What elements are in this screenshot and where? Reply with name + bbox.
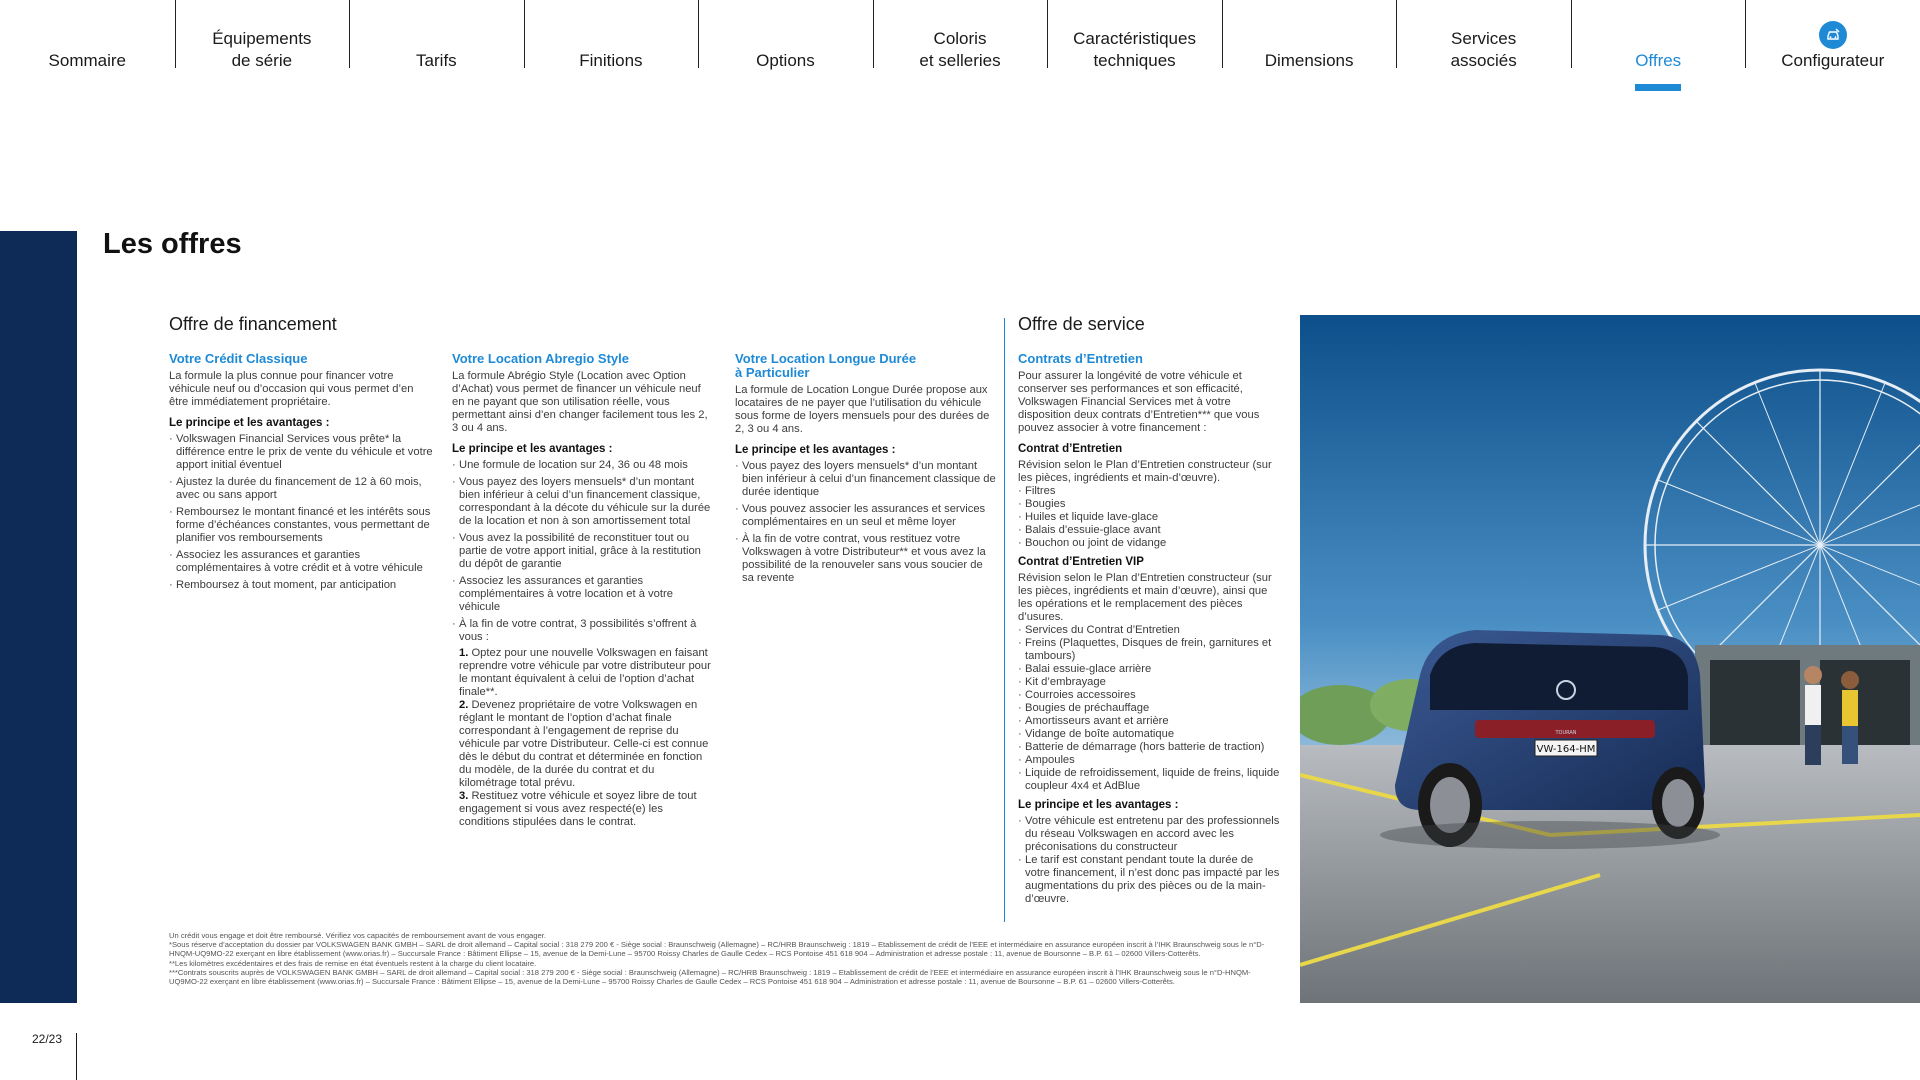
nav-label: Offres bbox=[1635, 51, 1682, 70]
list-item: · Volkswagen Financial Services vous prête* la différence entre le prix de vente du véhicule et votre apport initial éventuel bbox=[169, 433, 434, 472]
list-item: · Une formule de location sur 24, 36 ou 48 mois bbox=[452, 459, 714, 472]
option-number: 2. bbox=[459, 699, 469, 711]
service-title: Contrats d’Entretien bbox=[1018, 351, 1143, 366]
nav-label: Options bbox=[756, 51, 815, 70]
list-item: · Bouchon ou joint de vidange bbox=[1018, 537, 1280, 550]
lld-bullets bbox=[735, 460, 997, 585]
contract-intro: Révision selon le Plan d’Entretien constructeur (sur les pièces, ingrédients et main-d’œuvre). bbox=[1018, 459, 1272, 484]
credit-principle-title: Le principe et les avantages : bbox=[169, 417, 330, 429]
nav-label: Caractéristiques techniques bbox=[1073, 29, 1196, 70]
nav-item-services[interactable] bbox=[1396, 0, 1571, 72]
list-item: · Batterie de démarrage (hors batterie de traction) bbox=[1018, 741, 1280, 754]
abregio-intro: La formule Abrégio Style (Location avec Option d’Achat) vous permet de financer un véhicule neuf en ne payant que son utilisation réelle, vous permettant ainsi d’en changer facilement tous les 2, 3 ou 4 ans. bbox=[452, 370, 708, 434]
list-item: · Le tarif est constant pendant toute la durée de votre financement, il n’est donc pas impacté par les augmentations du prix des pièces ou de la main-d’œuvre. bbox=[1018, 854, 1280, 906]
abregio-option-3 bbox=[459, 790, 714, 829]
option-number: 1. bbox=[459, 647, 469, 659]
credit-intro: La formule la plus connue pour financer votre véhicule neuf ou d’occasion qui vous permet d’en être immédiatement propriétaire. bbox=[169, 370, 414, 408]
service-column bbox=[1018, 313, 1280, 912]
nav-item-finitions[interactable] bbox=[524, 0, 699, 72]
service-intro: Pour assurer la longévité de votre véhicule et conserver ses performances et son efficacité, Volkswagen Financial Services met à votre disposition deux contrats d’Entretien*** que vous pouvez associer à votre financement : bbox=[1018, 370, 1260, 434]
touran-ferris-wheel-illustration bbox=[1300, 315, 1920, 1003]
footnote: ***Contrats souscrits auprès de VOLKSWAGEN BANK GMBH – SARL de droit allemand – Capital social : 318 279 200 € - Siège social : Braunschweig (Allemagne) – RC/HRB Braunschweig : 1819 – Etablissement de crédit de l’EEE et intermédiaire en assurance européen inscrit à l’IHK Braunschweig sous le n°D-HNQM-UQ9MO-22 exerçant en libre établissement (www.orias.fr) – Succursale France : Bâtiment Ellipse – 15, avenue de la Demi-Lune – 95700 Roissy Charles de Gaulle Cedex – RCS Pontoise 451 618 904 – Administration et adresse postale : 11, avenue de Boursonne – B.P. 61 – 02600 Villers-Cotterêts. bbox=[169, 967, 1251, 987]
abregio-bullets bbox=[452, 459, 714, 644]
page-number-divider bbox=[76, 1033, 77, 1080]
list-item: · Balais d’essuie-glace avant bbox=[1018, 524, 1280, 537]
list-item: · À la fin de votre contrat, 3 possibilités s’offrent à vous : bbox=[452, 618, 714, 644]
list-item: · Huiles et liquide lave-glace bbox=[1018, 511, 1280, 524]
list-item: · Votre véhicule est entretenu par des professionnels du réseau Volkswagen en accord avec les préconisations du constructeur bbox=[1018, 815, 1280, 854]
nav-label: Sommaire bbox=[48, 51, 126, 70]
list-item: · Filtres bbox=[1018, 485, 1280, 498]
list-item: · Balai essuie-glace arrière bbox=[1018, 663, 1280, 676]
nav-item-configurateur[interactable] bbox=[1745, 0, 1920, 72]
footnote: **Les kilomètres excédentaires et des frais de remise en état éventuels restent à la charge du client locataire. bbox=[169, 958, 537, 968]
financing-heading: Offre de financement bbox=[169, 314, 337, 334]
legal-footnotes bbox=[169, 931, 1279, 986]
list-item: · Vous pouvez associer les assurances et services complémentaires en un seul et même loyer bbox=[735, 503, 997, 529]
nav-item-options[interactable] bbox=[698, 0, 873, 72]
list-item: · Amortisseurs avant et arrière bbox=[1018, 715, 1280, 728]
list-item: · Ampoules bbox=[1018, 754, 1280, 767]
nav-item-coloris[interactable] bbox=[873, 0, 1048, 72]
list-item: · Services du Contrat d’Entretien bbox=[1018, 624, 1280, 637]
top-navigation bbox=[0, 0, 1920, 92]
nav-item-caracteristiques[interactable] bbox=[1047, 0, 1222, 72]
nav-item-sommaire[interactable] bbox=[0, 0, 175, 72]
footnote: *Sous réserve d’acceptation du dossier par VOLKSWAGEN BANK GMBH – SARL de droit allemand – Capital social : 318 279 200 € - Siège social : Braunschweig (Allemagne) – RC/HRB Braunschweig : 1819 – Etablissement de crédit de l’EEE et intermédiaire en assurance européen inscrit à l’IHK Braunschweig sous le n°D-HNQM-UQ9MO-22 exerçant en libre établissement (www.orias.fr) – Succursale France : Bâtiment Ellipse – 15, avenue de la Demi-Lune – 95700 Roissy Charles de Gaulle Cedex – RCS Pontoise 451 618 904 – Administration et adresse postale : 11, avenue de Boursonne – B.P. 61 – 02600 Villers-Cotterêts. bbox=[169, 940, 1265, 959]
list-item: · Freins (Plaquettes, Disques de frein, garnitures et tambours) bbox=[1018, 637, 1280, 663]
service-heading: Offre de service bbox=[1018, 314, 1145, 334]
financing-abregio-column bbox=[452, 352, 714, 829]
list-item: · Vous payez des loyers mensuels* d’un montant bien inférieur à celui d’un financement classique de durée identique bbox=[735, 460, 997, 499]
credit-bullets bbox=[169, 433, 434, 592]
list-item: · Remboursez le montant financé et les intérêts sous forme d’échéances constantes, vous permettant de planifier vos remboursements bbox=[169, 506, 434, 545]
list-item: · Remboursez à tout moment, par anticipation bbox=[169, 579, 434, 592]
nav-item-offres[interactable] bbox=[1571, 0, 1746, 72]
nav-label: Coloris et selleries bbox=[919, 29, 1001, 70]
financing-lld-column bbox=[735, 352, 997, 591]
credit-title: Votre Crédit Classique bbox=[169, 351, 308, 366]
list-item: · Kit d’embrayage bbox=[1018, 676, 1280, 689]
nav-label: Équipements de série bbox=[212, 29, 312, 70]
lld-intro: La formule de Location Longue Durée propose aux locataires de ne payer que l’utilisation du véhicule sous forme de loyers mensuels pour des durées de 2, 3 ou 4 ans. bbox=[735, 384, 990, 435]
list-item: · Associez les assurances et garanties complémentaires à votre location et à votre véhicule bbox=[452, 575, 714, 614]
footnote: Un crédit vous engage et doit être remboursé. Vérifiez vos capacités de remboursement avant de vous engager. bbox=[169, 931, 546, 940]
nav-label: Dimensions bbox=[1264, 51, 1354, 70]
nav-item-tarifs[interactable] bbox=[349, 0, 524, 72]
page-title: Les offres bbox=[103, 228, 242, 260]
column-divider bbox=[1004, 318, 1005, 922]
option-text: Devenez propriétaire de votre Volkswagen en réglant le montant de l’option d’achat finale correspondant à l’engagement de reprise du véhicule par votre Distributeur. Celle-ci est connue dès le début du contrat et déterminée en fonction du modèle, de la durée du contrat et du kilométrage total prévu. bbox=[459, 699, 709, 789]
abregio-principle-title: Le principe et les avantages : bbox=[452, 443, 613, 455]
contract-items bbox=[1018, 485, 1280, 550]
list-item: · À la fin de votre contrat, vous restituez votre Volkswagen à votre Distributeur** et vous avez la possibilité de la renouveler sans vous soucier de sa revente bbox=[735, 533, 997, 585]
service-principle-title: Le principe et les avantages : bbox=[1018, 799, 1179, 811]
option-text: Optez pour une nouvelle Volkswagen en faisant reprendre votre véhicule par votre distributeur pour le montant équivalent à celui de l’option d’achat finale**. bbox=[459, 647, 711, 698]
financing-credit-column bbox=[169, 313, 434, 598]
model-badge: TOURAN bbox=[1555, 730, 1577, 736]
lld-title-line2: à Particulier bbox=[735, 365, 810, 380]
lld-principle-title: Le principe et les avantages : bbox=[735, 444, 896, 456]
page-sidebar-band bbox=[0, 231, 77, 1003]
nav-item-equipements[interactable] bbox=[175, 0, 350, 72]
list-item: · Courroies accessoires bbox=[1018, 689, 1280, 702]
list-item: · Vous payez des loyers mensuels* d’un montant bien inférieur à celui d’un financement classique, correspondant à la décote du véhicule sur la durée de la location et non à son amortissement total bbox=[452, 476, 714, 528]
nav-label: Finitions bbox=[579, 51, 643, 70]
list-item: · Vidange de boîte automatique bbox=[1018, 728, 1280, 741]
abregio-title: Votre Location Abregio Style bbox=[452, 351, 629, 366]
car-photo bbox=[1300, 315, 1920, 1003]
list-item: · Bougies de préchauffage bbox=[1018, 702, 1280, 715]
lld-title bbox=[735, 352, 997, 380]
vip-items bbox=[1018, 624, 1280, 793]
option-text: Restituez votre véhicule et soyez libre de tout engagement si vous avez respecté(e) les conditions stipulées dans le contrat. bbox=[459, 790, 697, 828]
option-number: 3. bbox=[459, 790, 469, 802]
list-item: · Liquide de refroidissement, liquide de freins, liquide coupleur 4x4 et AdBlue bbox=[1018, 767, 1280, 793]
service-bullets bbox=[1018, 815, 1280, 906]
nav-label: Configurateur bbox=[1781, 51, 1885, 70]
configurator-car-icon bbox=[1819, 21, 1847, 49]
abregio-option-1 bbox=[459, 647, 714, 699]
vip-intro: Révision selon le Plan d’Entretien constructeur (sur les pièces, ingrédients et main d’œuvre), ainsi que les opérations et le remplacement des pièces d’usures. bbox=[1018, 572, 1272, 623]
nav-label: Services associés bbox=[1450, 29, 1517, 70]
page-number: 22/23 bbox=[32, 1032, 63, 1046]
lld-title-line1: Votre Location Longue Durée bbox=[735, 351, 917, 366]
list-item: · Vous avez la possibilité de reconstituer tout ou partie de votre apport initial, grâce à la restitution du dépôt de garantie bbox=[452, 532, 714, 571]
list-item: · Bougies bbox=[1018, 498, 1280, 511]
license-plate: VW-164-HM bbox=[1536, 744, 1596, 755]
abregio-option-2 bbox=[459, 699, 714, 790]
nav-item-dimensions[interactable] bbox=[1222, 0, 1397, 72]
nav-label: Tarifs bbox=[416, 51, 457, 70]
abregio-end-options bbox=[452, 647, 714, 829]
list-item: · Ajustez la durée du financement de 12 à 60 mois, avec ou sans apport bbox=[169, 476, 434, 502]
vip-title: Contrat d’Entretien VIP bbox=[1018, 556, 1144, 568]
contract-title: Contrat d’Entretien bbox=[1018, 443, 1123, 455]
list-item: · Associez les assurances et garanties complémentaires à votre crédit et à votre véhicule bbox=[169, 549, 434, 575]
